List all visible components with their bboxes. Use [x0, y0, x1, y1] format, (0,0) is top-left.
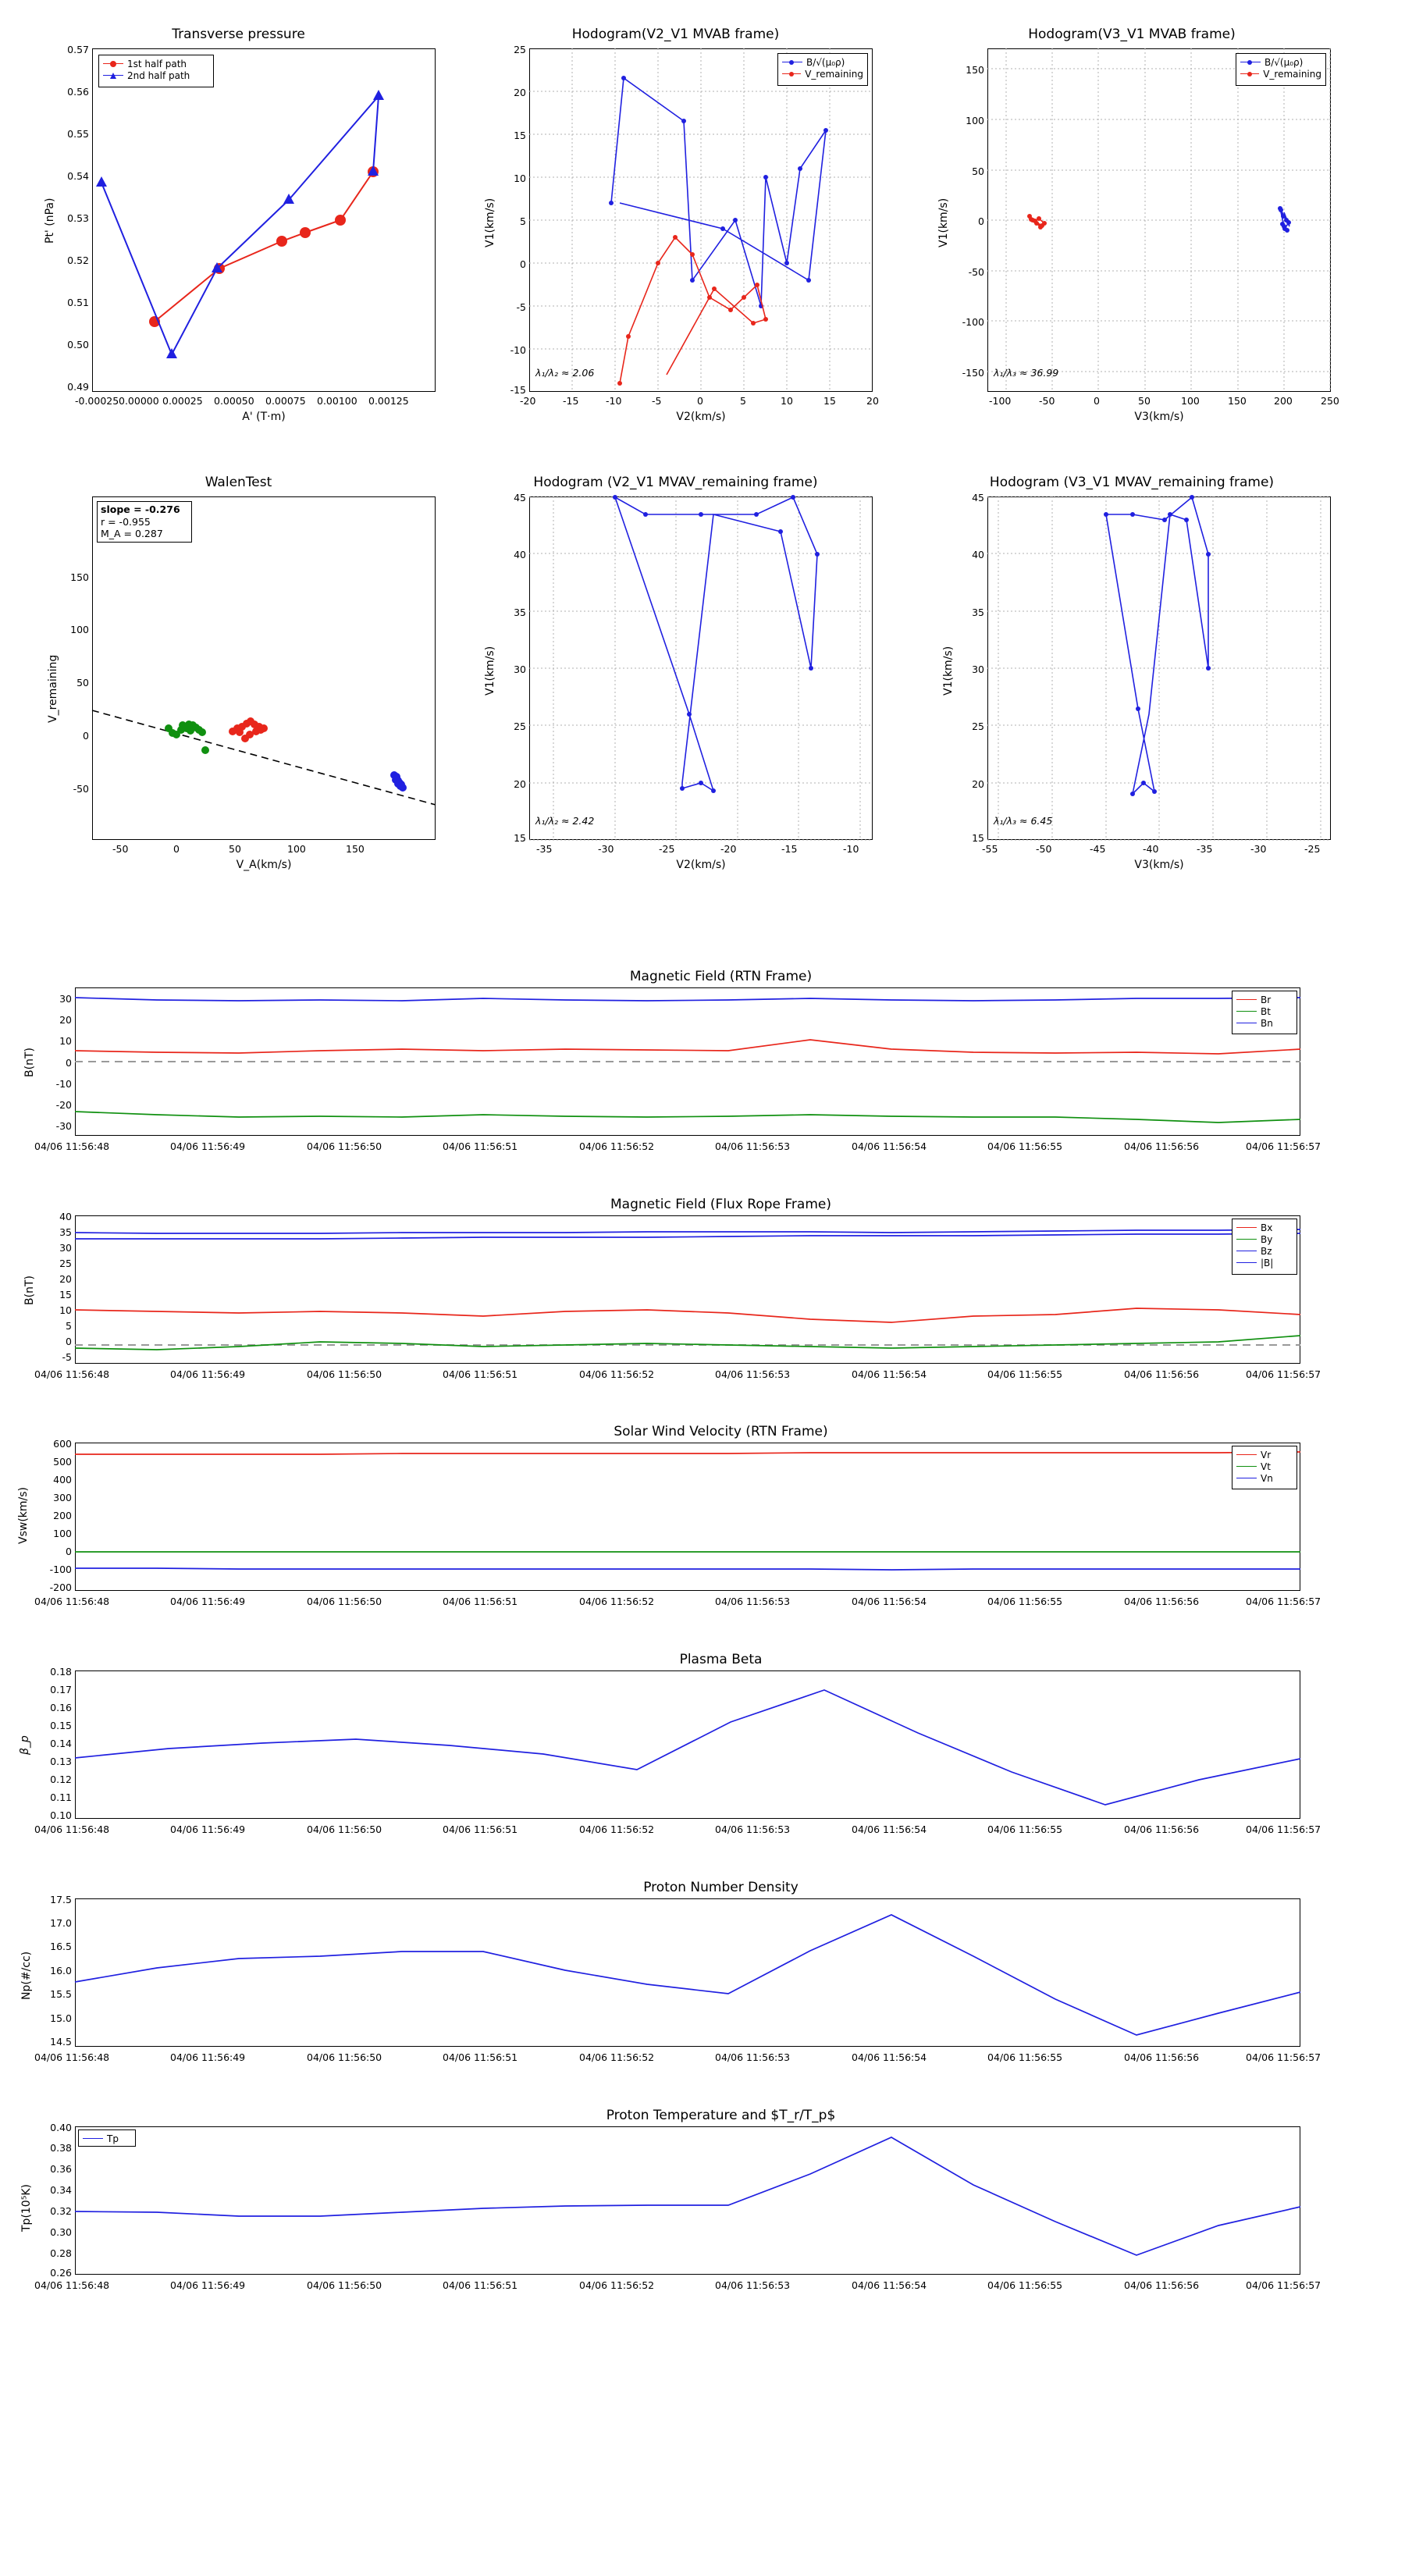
x-tick: 04/06 11:56:50 [307, 1368, 382, 1380]
panel-title: Magnetic Field (Flux Rope Frame) [610, 1197, 831, 1212]
y-tick: 0.57 [67, 44, 89, 55]
y-tick: -5 [516, 301, 526, 313]
y-tick: 0 [520, 258, 526, 270]
x-tick: 04/06 11:56:49 [170, 2279, 246, 2291]
y-tick: -30 [55, 1120, 72, 1132]
x-tick: -50 [1039, 395, 1055, 407]
hodogram-v2v1-mvav-series [529, 496, 873, 840]
y-tick: 50 [76, 677, 89, 688]
legend [1232, 1446, 1297, 1489]
y-tick: 0.32 [50, 2205, 72, 2217]
y-axis-label: V_remaining [47, 654, 59, 723]
x-tick: 5 [740, 395, 746, 407]
x-tick: -100 [989, 395, 1012, 407]
y-tick: -100 [49, 1564, 72, 1575]
y-axis-label: B(nT) [23, 1048, 36, 1077]
panel-title: Plasma Beta [679, 1652, 763, 1667]
x-tick: 04/06 11:56:48 [34, 1140, 110, 1152]
y-tick: 0.34 [50, 2184, 72, 2196]
y-tick: 100 [70, 624, 89, 635]
y-tick: 200 [53, 1510, 72, 1521]
x-tick: -50 [1036, 843, 1052, 855]
x-tick: 50 [229, 843, 241, 855]
x-tick: 0.00075 [265, 395, 306, 407]
y-tick: 45 [972, 492, 984, 503]
y-tick: 35 [972, 607, 984, 618]
panel-walen-test [37, 475, 439, 871]
legend [1232, 991, 1297, 1034]
legend-label: Tp [107, 2133, 119, 2144]
x-tick: -5 [652, 395, 662, 407]
hodogram-v3v1-mvab-series [987, 48, 1331, 392]
y-tick: 16.5 [50, 1941, 72, 1952]
y-tick: -200 [49, 1582, 72, 1593]
y-tick: 15 [59, 1289, 72, 1300]
walen-slope: slope = -0.276 [101, 503, 180, 515]
x-tick: 04/06 11:56:51 [443, 2051, 518, 2063]
y-tick: 50 [972, 165, 984, 177]
y-tick: 0.54 [67, 170, 89, 182]
x-tick: 20 [866, 395, 879, 407]
panel-title: Solar Wind Velocity (RTN Frame) [614, 1424, 828, 1439]
eigenvalue-ratio-annotation: λ₁/λ₂ ≈ 2.42 [535, 815, 595, 827]
y-axis-label: B(nT) [23, 1276, 36, 1305]
x-tick: 04/06 11:56:48 [34, 1823, 110, 1835]
x-tick: 04/06 11:56:51 [443, 1368, 518, 1380]
legend-label: 2nd half path [127, 69, 190, 81]
x-tick: 04/06 11:56:53 [715, 1596, 791, 1607]
walen-r: r = -0.955 [101, 515, 151, 528]
y-tick: 20 [514, 87, 526, 98]
y-tick: 0.15 [50, 1720, 72, 1731]
y-tick: 0.53 [67, 212, 89, 224]
x-tick: 04/06 11:56:52 [579, 1140, 655, 1152]
x-tick: 04/06 11:56:48 [34, 2051, 110, 2063]
x-tick: 04/06 11:56:49 [170, 1596, 246, 1607]
x-tick: 04/06 11:56:54 [852, 1368, 927, 1380]
x-tick: 04/06 11:56:49 [170, 1140, 246, 1152]
x-tick: 04/06 11:56:54 [852, 1596, 927, 1607]
x-tick: 150 [346, 843, 365, 855]
x-tick: 0.00025 [162, 395, 203, 407]
x-tick: 04/06 11:56:50 [307, 1596, 382, 1607]
y-tick: -50 [968, 266, 984, 278]
y-axis-label: Tp(10⁵K) [20, 2184, 33, 2232]
y-tick: -150 [962, 367, 984, 379]
x-tick: -15 [563, 395, 579, 407]
transverse-pressure-series [92, 48, 436, 392]
x-tick: 04/06 11:56:51 [443, 1596, 518, 1607]
y-axis-label: β_p [19, 1735, 31, 1755]
y-tick: 150 [966, 64, 984, 76]
y-tick: 25 [972, 720, 984, 732]
y-tick: 0.50 [67, 339, 89, 350]
eigenvalue-ratio-annotation: λ₁/λ₃ ≈ 6.45 [994, 815, 1053, 827]
y-tick: 17.0 [50, 1917, 72, 1929]
legend-label: Bx [1261, 1222, 1273, 1233]
panel-magnetic-field-rtn [23, 969, 1367, 1159]
panel-hodogram-v3v1-mvab [925, 27, 1339, 423]
panel-magnetic-field-flux-rope [23, 1197, 1367, 1387]
x-tick: -10 [606, 395, 622, 407]
x-tick: -30 [598, 843, 614, 855]
y-tick: 0.56 [67, 86, 89, 98]
x-tick: 04/06 11:56:52 [579, 2279, 655, 2291]
x-tick: 04/06 11:56:55 [987, 1823, 1063, 1835]
legend-label: Bt [1261, 1005, 1271, 1017]
y-tick: 30 [972, 664, 984, 675]
x-tick: 04/06 11:56:54 [852, 2051, 927, 2063]
y-tick: 40 [59, 1211, 72, 1222]
x-axis-label: V2(km/s) [676, 859, 726, 871]
x-tick: 0.00125 [368, 395, 409, 407]
panel-title: Hodogram(V2_V1 MVAB frame) [571, 27, 780, 42]
y-tick: 15.5 [50, 1988, 72, 2000]
x-tick: 0.00100 [317, 395, 357, 407]
x-tick: -35 [536, 843, 553, 855]
y-tick: 35 [514, 607, 526, 618]
y-tick: 17.5 [50, 1894, 72, 1905]
x-tick: -0.00025 [75, 395, 119, 407]
y-tick: 15 [514, 130, 526, 141]
panel-solar-wind-velocity-rtn [17, 1424, 1367, 1614]
y-tick: 20 [59, 1273, 72, 1285]
y-tick: 0.52 [67, 254, 89, 266]
x-tick: 04/06 11:56:56 [1124, 1823, 1200, 1835]
y-tick: -10 [510, 344, 526, 356]
x-tick: 04/06 11:56:56 [1124, 1596, 1200, 1607]
x-tick: 04/06 11:56:54 [852, 2279, 927, 2291]
legend-label: |B| [1261, 1257, 1274, 1268]
x-tick: -40 [1143, 843, 1159, 855]
panel-title: Hodogram(V3_V1 MVAB frame) [1028, 27, 1236, 42]
legend-label: Vt [1261, 1461, 1271, 1472]
plasma-beta-series [75, 1670, 1300, 1819]
legend-label: Vr [1261, 1449, 1272, 1461]
x-tick: 04/06 11:56:56 [1124, 1140, 1200, 1152]
y-tick: 20 [59, 1014, 72, 1026]
panel-title: Hodogram (V2_V1 MVAV_remaining frame) [533, 475, 818, 490]
y-tick: 0.51 [67, 297, 89, 308]
y-tick: 0 [66, 1546, 72, 1557]
panel-title: Transverse pressure [172, 27, 305, 42]
walen-test-series [92, 496, 436, 840]
y-tick: 16.0 [50, 1965, 72, 1976]
y-tick: 0.14 [50, 1738, 72, 1749]
x-tick: 10 [781, 395, 793, 407]
hodogram-v3v1-mvav-series [987, 496, 1331, 840]
y-tick: -10 [55, 1078, 72, 1090]
x-tick: 100 [1181, 395, 1200, 407]
x-tick: 04/06 11:56:53 [715, 1823, 791, 1835]
x-tick: 04/06 11:56:54 [852, 1140, 927, 1152]
panel-hodogram-v2v1-mvav [475, 475, 877, 871]
y-tick: 35 [59, 1226, 72, 1238]
y-tick: 10 [514, 173, 526, 184]
panel-transverse-pressure [37, 27, 439, 423]
x-tick: 0 [697, 395, 703, 407]
x-tick: -20 [520, 395, 536, 407]
y-tick: -100 [962, 316, 984, 328]
walen-ma: M_A = 0.287 [101, 528, 163, 540]
legend-label: 1st half path [127, 58, 187, 69]
x-tick: 50 [1138, 395, 1151, 407]
y-tick: 0 [66, 1336, 72, 1347]
walen-stats-box [97, 501, 192, 543]
panel-plasma-beta [19, 1652, 1367, 1842]
x-tick: 04/06 11:56:53 [715, 1140, 791, 1152]
panel-title: Hodogram (V3_V1 MVAV_remaining frame) [989, 475, 1275, 490]
x-tick: 04/06 11:56:50 [307, 2279, 382, 2291]
y-tick: 30 [59, 993, 72, 1005]
y-tick: 600 [53, 1438, 72, 1450]
y-tick: 0.26 [50, 2267, 72, 2279]
y-tick: 15 [972, 832, 984, 844]
x-tick: 04/06 11:56:55 [987, 1140, 1063, 1152]
y-tick: 0.17 [50, 1684, 72, 1695]
y-axis-label: V1(km/s) [942, 646, 955, 696]
x-tick: -10 [843, 843, 859, 855]
y-axis-label: V1(km/s) [484, 197, 496, 247]
eigenvalue-ratio-annotation: λ₁/λ₂ ≈ 2.06 [535, 367, 595, 379]
x-tick: -25 [1304, 843, 1321, 855]
x-tick: 15 [823, 395, 836, 407]
legend-label: B/√(μ₀ρ) [806, 56, 845, 68]
y-tick: -5 [62, 1351, 72, 1363]
panel-proton-number-density [20, 1880, 1367, 2070]
x-tick: 04/06 11:56:51 [443, 1823, 518, 1835]
y-tick: 0.30 [50, 2226, 72, 2238]
x-tick: 04/06 11:56:48 [34, 2279, 110, 2291]
x-tick: 04/06 11:56:49 [170, 1823, 246, 1835]
y-tick: -15 [510, 384, 526, 396]
x-tick: 04/06 11:56:56 [1124, 1368, 1200, 1380]
y-axis-label: Vsw(km/s) [17, 1486, 30, 1544]
y-tick: 0.11 [50, 1791, 72, 1803]
y-tick: 100 [966, 115, 984, 126]
y-tick: 30 [59, 1242, 72, 1254]
y-tick: 0.10 [50, 1809, 72, 1821]
x-tick: 04/06 11:56:57 [1246, 2279, 1321, 2291]
y-tick: 0 [83, 730, 89, 742]
y-tick: 0.38 [50, 2142, 72, 2154]
y-axis-label: Np(#/cc) [20, 1951, 33, 2000]
y-tick: 25 [59, 1258, 72, 1269]
panel-title: WalenTest [205, 475, 272, 490]
x-tick: -50 [112, 843, 129, 855]
x-tick: -20 [720, 843, 737, 855]
x-tick: 04/06 11:56:57 [1246, 1140, 1321, 1152]
panel-title: Magnetic Field (RTN Frame) [629, 969, 813, 984]
y-tick: 10 [59, 1304, 72, 1316]
mag-rtn-series [75, 987, 1300, 1136]
y-tick: 150 [70, 571, 89, 583]
x-tick: 0.00050 [214, 395, 254, 407]
x-tick: 100 [287, 843, 306, 855]
y-tick: 45 [514, 492, 526, 503]
x-tick: 04/06 11:56:49 [170, 1368, 246, 1380]
x-tick: 200 [1274, 395, 1293, 407]
legend-label: Br [1261, 994, 1272, 1005]
x-tick: 04/06 11:56:56 [1124, 2279, 1200, 2291]
solar-wind-series [75, 1443, 1300, 1591]
legend [98, 55, 214, 87]
y-tick: 0.40 [50, 2122, 72, 2133]
y-tick: -20 [55, 1099, 72, 1111]
mag-flux-rope-series [75, 1215, 1300, 1364]
y-tick: 300 [53, 1492, 72, 1503]
hodogram-v2v1-mvab-series [529, 48, 873, 392]
legend-label: B/√(μ₀ρ) [1264, 56, 1304, 68]
x-axis-label: V_A(km/s) [236, 859, 292, 871]
x-tick: -15 [781, 843, 798, 855]
legend [78, 2129, 136, 2147]
y-axis-label: Pt' (nPa) [44, 197, 56, 244]
x-tick: 04/06 11:56:57 [1246, 1368, 1321, 1380]
y-tick: 400 [53, 1474, 72, 1485]
y-tick: 40 [972, 549, 984, 560]
eigenvalue-ratio-annotation: λ₁/λ₃ ≈ 36.99 [994, 367, 1059, 379]
legend-label: By [1261, 1233, 1273, 1245]
y-tick: 40 [514, 549, 526, 560]
x-tick: 0.00000 [119, 395, 159, 407]
x-tick: -45 [1090, 843, 1106, 855]
x-tick: 04/06 11:56:51 [443, 1140, 518, 1152]
legend-label: V_remaining [805, 68, 863, 80]
x-tick: 04/06 11:56:55 [987, 2051, 1063, 2063]
y-tick: 0.18 [50, 1666, 72, 1678]
legend-label: V_remaining [1263, 68, 1321, 80]
x-tick: 04/06 11:56:57 [1246, 1596, 1321, 1607]
x-tick: 04/06 11:56:52 [579, 1596, 655, 1607]
x-tick: 04/06 11:56:50 [307, 1140, 382, 1152]
panel-title: Proton Temperature and $T_r/T_p$ [606, 2108, 836, 2123]
x-tick: 04/06 11:56:52 [579, 2051, 655, 2063]
x-tick: 04/06 11:56:56 [1124, 2051, 1200, 2063]
x-tick: 04/06 11:56:57 [1246, 1823, 1321, 1835]
x-tick: -30 [1250, 843, 1267, 855]
x-tick: 04/06 11:56:55 [987, 1596, 1063, 1607]
x-tick: 04/06 11:56:52 [579, 1823, 655, 1835]
x-tick: 04/06 11:56:52 [579, 1368, 655, 1380]
y-tick: 0 [66, 1057, 72, 1069]
x-axis-label: V3(km/s) [1134, 411, 1184, 423]
y-tick: 5 [66, 1320, 72, 1332]
y-tick: 0.49 [67, 381, 89, 393]
x-tick: 04/06 11:56:50 [307, 2051, 382, 2063]
legend [1236, 53, 1326, 86]
y-tick: 15 [514, 832, 526, 844]
y-tick: 0.36 [50, 2163, 72, 2175]
legend-label: Bz [1261, 1245, 1272, 1257]
x-tick: 04/06 11:56:48 [34, 1596, 110, 1607]
x-tick: 04/06 11:56:57 [1246, 2051, 1321, 2063]
y-axis-label: V1(km/s) [484, 646, 496, 696]
x-axis-label: V3(km/s) [1134, 859, 1184, 871]
y-tick: 20 [972, 778, 984, 790]
y-tick: 0.16 [50, 1702, 72, 1713]
y-tick: 30 [514, 664, 526, 675]
x-tick: 04/06 11:56:55 [987, 2279, 1063, 2291]
x-axis-label: A' (T·m) [242, 411, 286, 423]
panel-hodogram-v3v1-mvav [925, 475, 1339, 871]
x-tick: -25 [659, 843, 675, 855]
x-tick: 250 [1321, 395, 1339, 407]
y-tick: 5 [520, 215, 526, 227]
proton-density-series [75, 1898, 1300, 2047]
y-tick: 15.0 [50, 2012, 72, 2024]
x-tick: 04/06 11:56:53 [715, 2051, 791, 2063]
y-axis-label: V1(km/s) [937, 197, 950, 247]
panel-title: Proton Number Density [643, 1880, 799, 1895]
x-tick: -35 [1197, 843, 1213, 855]
x-tick: 04/06 11:56:51 [443, 2279, 518, 2291]
y-tick: 0.13 [50, 1756, 72, 1767]
x-tick: 0 [1094, 395, 1100, 407]
proton-temperature-series [75, 2126, 1300, 2275]
y-tick: 100 [53, 1528, 72, 1539]
x-tick: 0 [173, 843, 180, 855]
x-axis-label: V2(km/s) [676, 411, 726, 423]
x-tick: 04/06 11:56:49 [170, 2051, 246, 2063]
x-tick: 04/06 11:56:50 [307, 1823, 382, 1835]
legend [1232, 1219, 1297, 1275]
legend-label: Vn [1261, 1472, 1273, 1484]
legend-label: Bn [1261, 1017, 1273, 1029]
y-tick: 25 [514, 720, 526, 732]
y-tick: -50 [73, 783, 89, 795]
y-tick: 0.12 [50, 1774, 72, 1785]
x-tick: 150 [1228, 395, 1247, 407]
x-tick: 04/06 11:56:54 [852, 1823, 927, 1835]
y-tick: 0.55 [67, 128, 89, 140]
y-tick: 20 [514, 778, 526, 790]
x-tick: 04/06 11:56:53 [715, 1368, 791, 1380]
panel-hodogram-v2v1-mvab [475, 27, 879, 423]
y-tick: 0.28 [50, 2247, 72, 2259]
x-tick: 04/06 11:56:53 [715, 2279, 791, 2291]
panel-proton-temperature [20, 2108, 1367, 2298]
x-tick: 04/06 11:56:48 [34, 1368, 110, 1380]
y-tick: 0 [978, 215, 984, 227]
y-tick: 14.5 [50, 2036, 72, 2048]
legend [777, 53, 868, 86]
x-tick: -55 [982, 843, 998, 855]
x-tick: 04/06 11:56:55 [987, 1368, 1063, 1380]
y-tick: 25 [514, 44, 526, 55]
y-tick: 10 [59, 1035, 72, 1047]
y-tick: 500 [53, 1456, 72, 1468]
